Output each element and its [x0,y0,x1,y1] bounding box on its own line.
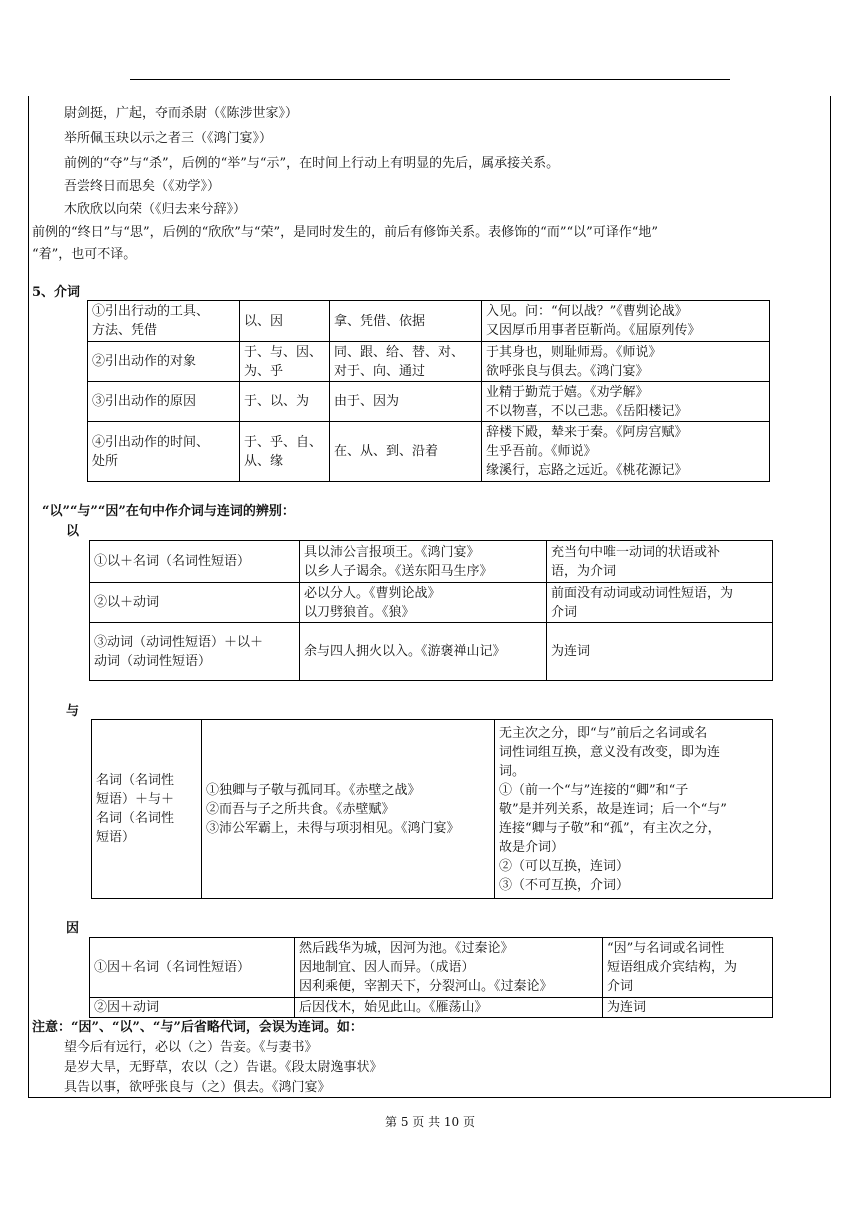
yu-label: 与 [66,704,80,719]
note-line-1: 望今后有远行，必以（之）告妾。《与妻书》 [64,1040,318,1055]
table-row: ①因＋名词（名词性短语） 然后践华为城，因河为池。《过秦论》 因地制宜、因人而异。（成语） 因利乘便，宰割天下，分裂河山。《过秦论》 “因”与名词或名词性 短语组成介宾结构，为 介词 [90,938,773,998]
note-line-2: 是岁大旱，无野草，农以（之）告谌。《段太尉逸事状》 [64,1060,383,1075]
table-row: ③引出动作的原因 于、以、为 由于、因为 业精于勤荒于嬉。《劝学解》 不以物喜，不以己悲。《岳阳楼记》 [88,382,770,422]
table-row: ②以＋动词 必以分人。《曹刿论战》 以刀劈狼首。《狼》 前面没有动词或动词性短语，为 介词 [90,583,773,623]
page-footer: 第 5 页 共 10 页 [385,1115,475,1129]
intro-line-2: 举所佩玉玦以示之者三（《鸿门宴》） [64,131,273,146]
intro-line-1: 尉剑挺，广起，夺而杀尉（《陈涉世家》） [64,106,299,121]
note-line-3: 具告以事，欲呼张良与（之）俱去。《鸿门宴》 [64,1080,331,1095]
distinguish-heading: “以”“与”“因”在句中作介词与连词的辨别： [42,504,295,519]
intro-line-5: 木欣欣以向荣（《归去来兮辞》） [64,202,247,217]
table-row: ②因＋动词 后因伐木，始见此山。《雁荡山》 为连词 [90,998,773,1018]
table-row: ③动词（动词性短语）＋以＋ 动词（动词性短语） 余与四人拥火以入。《游褒禅山记》 为连词 [90,623,773,681]
preposition-table [87,300,770,482]
yu-table [91,719,773,899]
intro-line-4: 吾尝终日而思矣（《劝学》） [64,179,221,194]
table-row: ④引出动作的时间、 处所 于、乎、自、 从、缘 在、从、到、沿着 辞楼下殿，辇来于秦。《阿房宫赋》 生乎吾前。《师说》 缘溪行，忘路之远近。《桃花源记》 [88,422,770,482]
intro-line-7: “着”，也可不译。 [32,247,137,262]
table-row: ①以＋名词（名词性短语） 具以沛公言报项王。《鸿门宴》 以乡人子谒余。《送东阳马生序》 充当句中唯一动词的状语或补 语，为介词 [90,541,773,583]
intro-line-3: 前例的“夺”与“杀”，后例的“举”与“示”，在时间上行动上有明显的先后，属承接关系。 [64,156,560,171]
yin-table [89,937,773,1018]
yin-label: 因 [66,921,80,936]
intro-line-6: 前例的“终日”与“思”，后例的“欣欣”与“荣”，是同时发生的，前后有修饰关系。表修饰的“而”“以”可译作“地” [32,225,659,240]
header-rule [130,79,730,80]
table-row: ①引出行动的工具、 方法、凭借 以、因 拿、凭借、依据 入见。问：“何以战？”《曹刿论战》 又因厚币用事者臣靳尚。《屈原列传》 [88,301,770,342]
yi-table [89,540,773,681]
table-row: 名词（名词性 短语）＋与＋ 名词（名词性 短语） ①独卿与子敬与孤同耳。《赤壁之战》 ②而吾与子之所共食。《赤壁赋》 ③沛公军霸上，未得与项羽相见。《鸿门宴》 无主次之分，即“与”前后之名词或名 词性词组互换，意义没有改变，即为连 词。 ①（前一个“与”连接的“卿”和“子 敬”是并列关系，故是连词；后一个“与” 连接“卿与子敬”和“孤”，有主次之分， 故是介词） ②（可以互换，连词） ③（不可互换，介词） [92,720,773,899]
yi-label: 以 [66,524,80,539]
table-row: ②引出动作的对象 于、与、因、 为、乎 同、跟、给、替、对、 对于、向、通过 于其身也，则耻师焉。《师说》 欲呼张良与俱去。《鸿门宴》 [88,342,770,382]
section-heading: 5、介词 [32,285,81,300]
note-heading: 注意：“因”、“以”、“与”后省略代词，会误为连词。如： [32,1020,363,1035]
